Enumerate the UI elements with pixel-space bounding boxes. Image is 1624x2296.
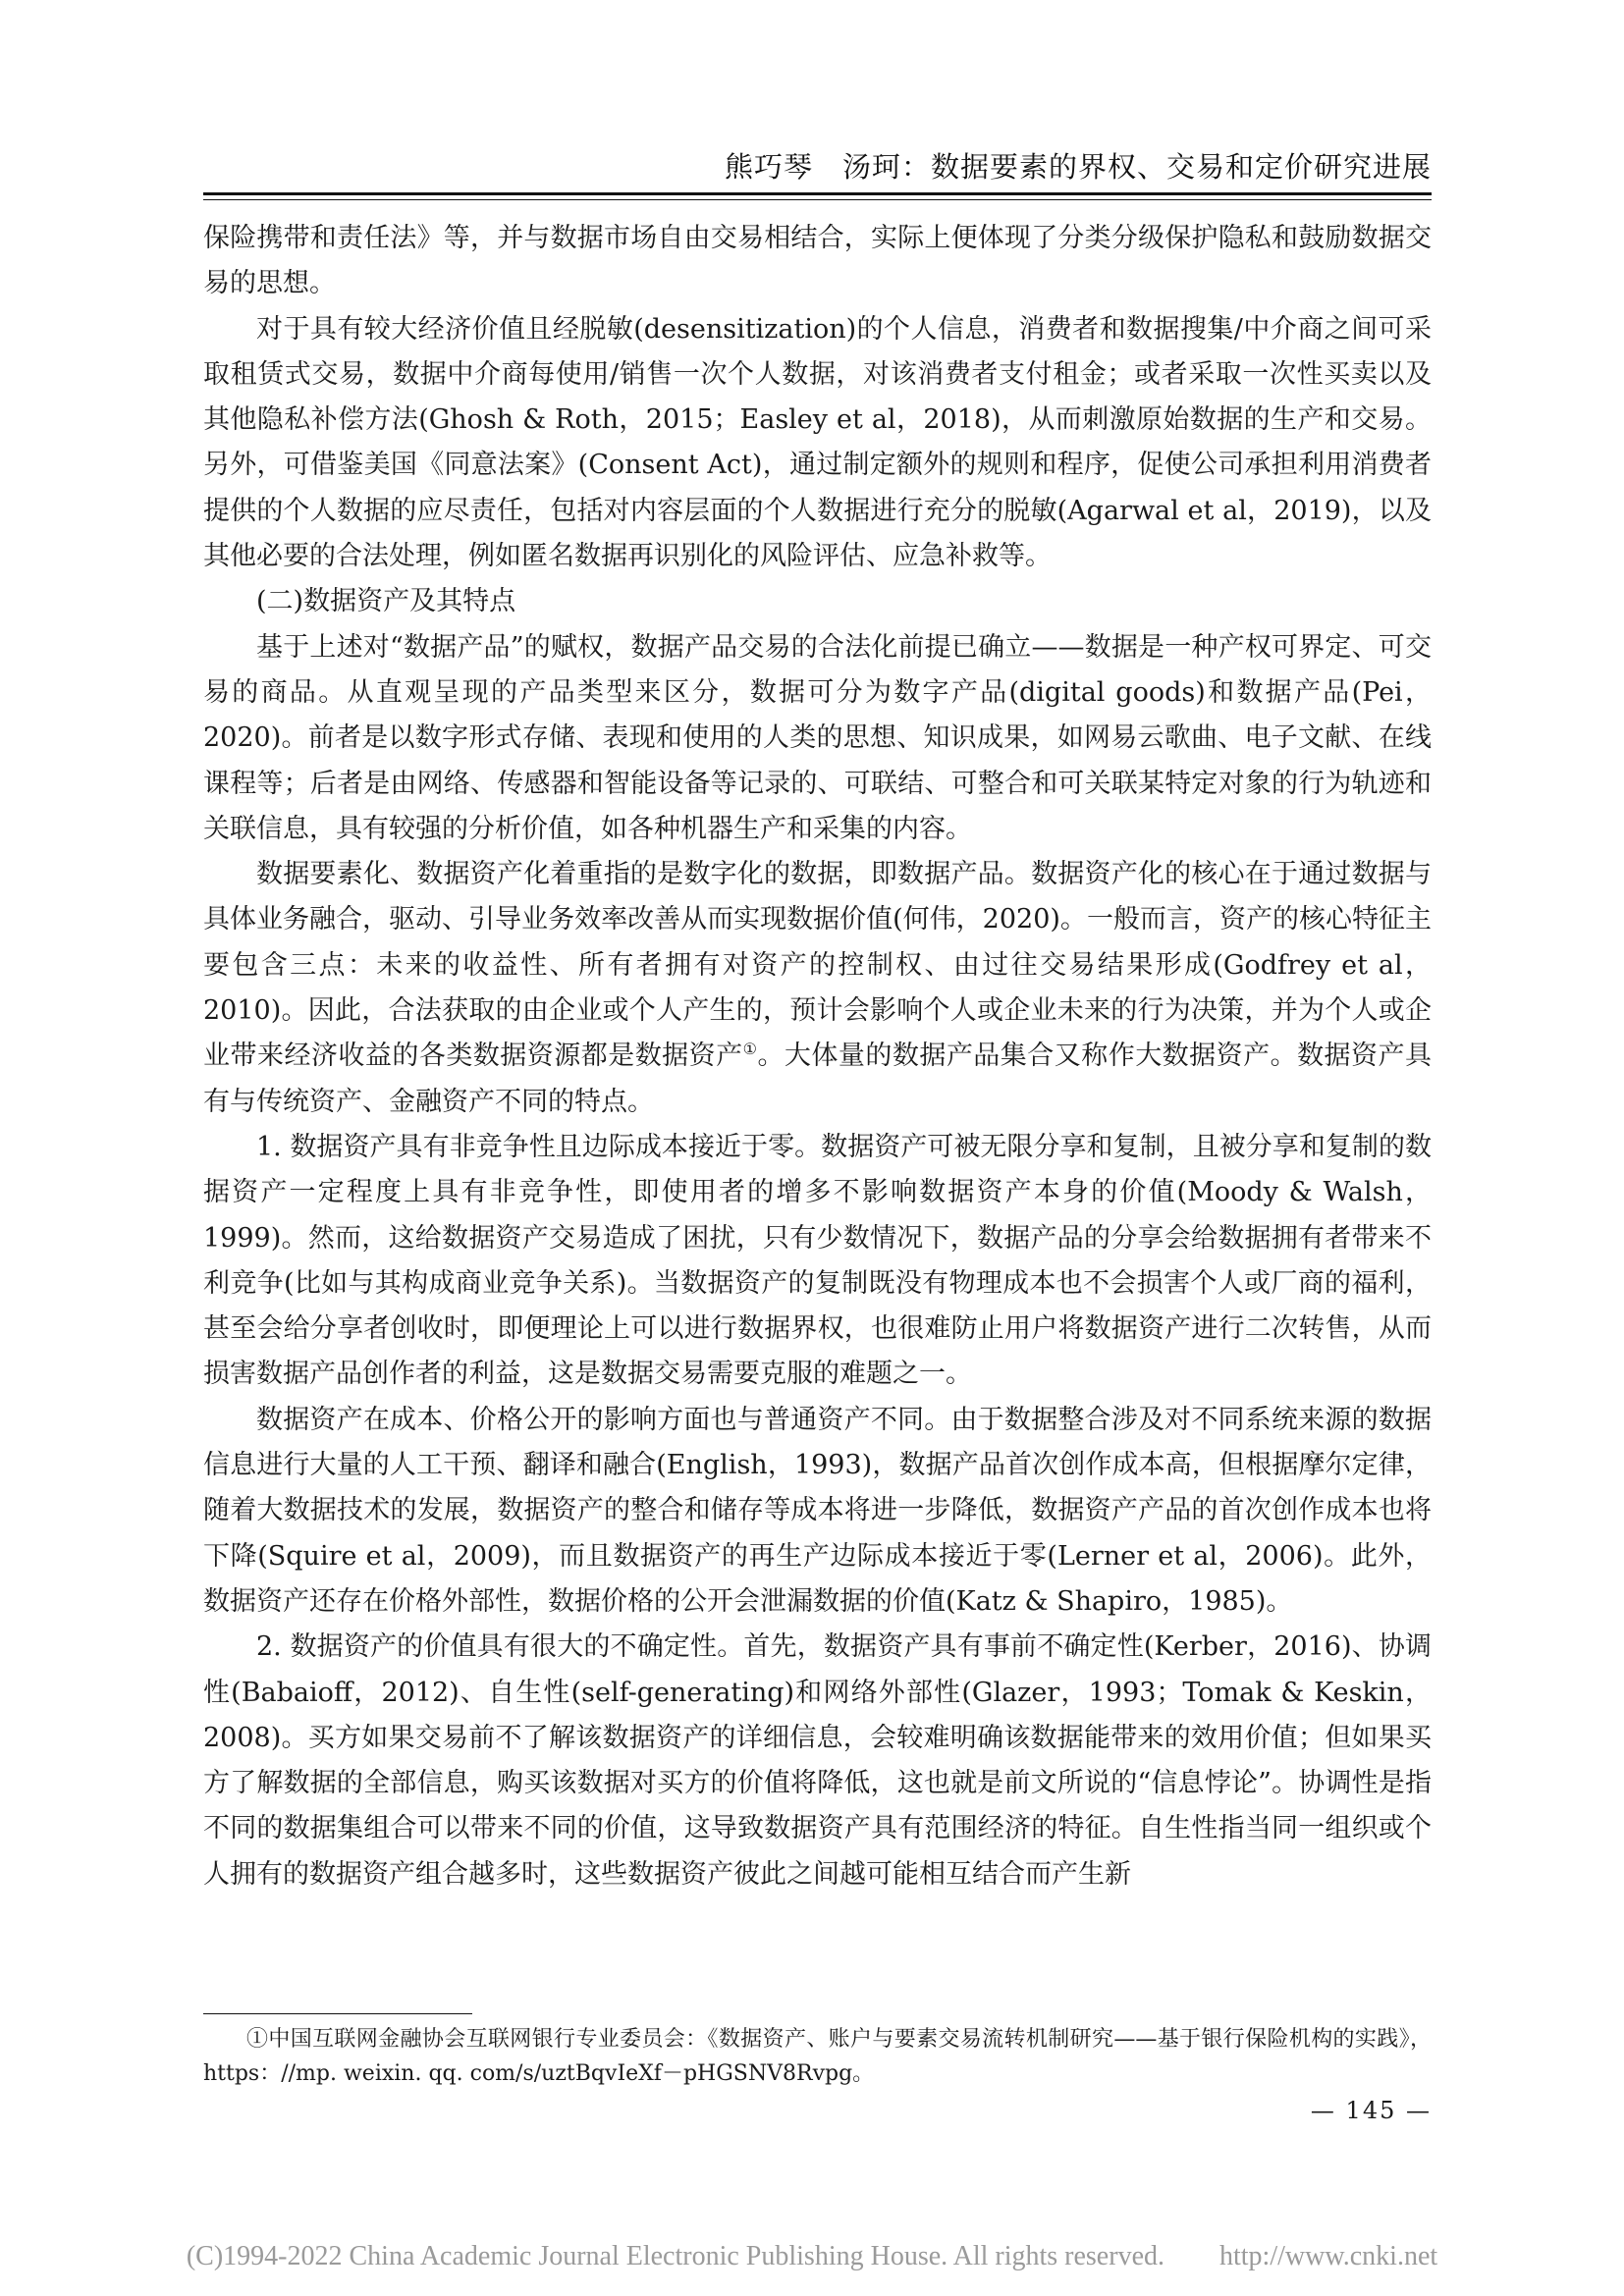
running-header: 熊巧琴 汤珂：数据要素的界权、交易和定价研究进展 [724, 150, 1432, 184]
paragraph-5: 1. 数据资产具有非竞争性且边际成本接近于零。数据资产可被无限分享和复制，且被分享和复制的数据资产一定程度上具有非竞争性，即使用者的增多不影响数据资产本身的价值(Moody & Walsh，1999)。然而，这给数据资产交易造成了困扰，只有少数情况下，数据产品的分享会给数据拥有者带来不利竞争(比如与其构成商业竞争关系)。当数据资产的复制既没有物理成本也不会损害个人或厂商的福利，甚至会给分享者创收时，即便理论上可以进行数据界权，也很难防止用户将数据资产进行二次转售，从而损害数据产品创作者的利益，这是数据交易需要克服的难题之一。 [203, 1131, 1432, 1390]
paragraph-2: 对于具有较大经济价值且经脱敏(desensitization)的个人信息，消费者和数据搜集/中介商之间可采取租赁式交易，数据中介商每使用/销售一次个人数据，对该消费者支付租金；或者采取一次性买卖以及其他隐私补偿方法(Ghosh & Roth，2015；Easley et al，2018)，从而刺激原始数据的生产和交易。另外，可借鉴美国《同意法案》(Consent Act)，通过制定额外的规则和程序，促使公司承担利用消费者提供的个人数据的应尽责任，包括对内容层面的个人数据进行充分的脱敏(Agarwal et al，2019)，以及其他必要的合法处理，例如匿名数据再识别化的风险评估、应急补救等。 [203, 313, 1432, 572]
header-rule-thick [203, 192, 1432, 195]
paragraph-4-main: 数据要素化、数据资产化着重指的是数字化的数据，即数据产品。数据资产化的核心在于通过数据与具体业务融合，驱动、引导业务效率改善从而实现数据价值(何伟，2020)。一般而言，资产的核心特征主要包含三点：未来的收益性、所有者拥有对资产的控制权、由过往交易结果形成(Godfrey et al，2010)。因此，合法获取的由企业或个人产生的，预计会影响个人或企业未来的行为决策，并为个人或企业带来经济收益的各类数据资源都是数据资产 [203, 859, 1432, 1072]
body-text [203, 216, 1432, 1897]
paragraph-6: 数据资产在成本、价格公开的影响方面也与普通资产不同。由于数据整合涉及对不同系统来源的数据信息进行大量的人工干预、翻译和融合(English，1993)，数据产品首次创作成本高，但根据摩尔定律，随着大数据技术的发展，数据资产的整合和储存等成本将进一步降低，数据资产产品的首次创作成本也将下降(Squire et al，2009)，而且数据资产的再生产边际成本接近于零(Lerner et al，2006)。此外，数据资产还存在价格外部性，数据价格的公开会泄漏数据的价值(Katz & Shapiro，1985)。 [203, 1404, 1432, 1617]
paragraph-4-tail: 。大体量的数据产品集合又称作大数据资产。数据资产具有与传统资产、金融资产不同的特点。 [203, 1041, 1433, 1117]
paragraph-7: 2. 数据资产的价值具有很大的不确定性。首先，数据资产具有事前不确定性(Kerber，2016)、协调性(Babaioff，2012)、自生性(self-generating)和网络外部性(Glazer，1993；Tomak & Keskin，2008)。买方如果交易前不了解该数据资产的详细信息，会较难明确该数据能带来的效用价值；但如果买方了解数据的全部信息，购买该数据对买方的价值将降低，这也就是前文所说的“信息悖论”。协调性是指不同的数据集组合可以带来不同的价值，这导致数据资产具有范围经济的特征。自生性指当同一组织或个人拥有的数据资产组合越多时，这些数据资产彼此之间越可能相互结合而产生新 [203, 1631, 1432, 1890]
paragraph-3: 基于上述对“数据产品”的赋权，数据产品交易的合法化前提已确立——数据是一种产权可界定、可交易的商品。从直观呈现的产品类型来区分，数据可分为数字产品(digital goods)和数据产品(Pei，2020)。前者是以数字形式存储、表现和使用的人类的思想、知识成果，如网易云歌曲、电子文献、在线课程等；后者是由网络、传感器和智能设备等记录的、可联结、可整合和可关联某特定对象的行为轨迹和关联信息，具有较强的分析价值，如各种机器生产和采集的内容。 [203, 631, 1432, 844]
paragraph-1: 保险携带和责任法》等，并与数据市场自由交易相结合，实际上便体现了分类分级保护隐私和鼓励数据交易的思想。 [203, 223, 1432, 299]
paragraph-4 [203, 852, 1432, 1125]
section-subheading: (二)数据资产及其特点 [256, 586, 516, 617]
footnote-marker[interactable]: ① [742, 1040, 758, 1059]
copyright-watermark: (C)1994-2022 China Academic Journal Electronic Publishing House. All rights reserved. http://www.cnki.net [186, 2241, 1438, 2271]
footnote-rule [203, 2013, 472, 2014]
header-rule-thin [203, 199, 1432, 200]
footnote: ①中国互联网金融协会互联网银行专业委员会：《数据资产、账户与要素交易流转机制研究——基于银行保险机构的实践》，https：//mp. weixin. qq. com/s/uztBqvIeXf－pHGSNV8Rvpg。 [203, 2027, 1432, 2086]
page-number: — 145 — [1310, 2097, 1432, 2124]
